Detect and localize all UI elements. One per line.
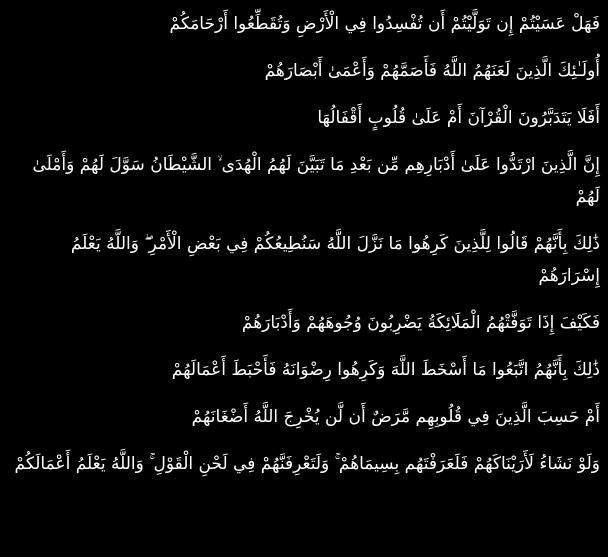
verse-line: إِنَّ الَّذِينَ ارْتَدُّوا عَلَىٰ أَدْبَارِهِم مِّن بَعْدِ مَا تَبَيَّنَ لَهُمُ الْهُدَى ۙ الشَّيْطَانُ سَوَّلَ لَهُمْ وَأَمْلَىٰ لَهُمْ — [32, 155, 600, 207]
verse-line: فَهَلْ عَسَيْتُمْ إِن تَوَلَّيْتُمْ أَن تُفْسِدُوا فِي الْأَرْضِ وَتُقَطِّعُوا أَرْحَامَكُمْ — [169, 14, 600, 34]
verse-line: وَلَوْ نَشَاءُ لَأَرَيْنَاكَهُمْ فَلَعَرَفْتَهُم بِسِيمَاهُمْ ۚ وَلَتَعْرِفَنَّهُمْ فِي لَحْنِ الْقَوْلِ ۚ وَاللَّهُ يَعْلَمُ أَعْمَالَكُمْ — [14, 454, 600, 474]
verse-line: فَكَيْفَ إِذَا تَوَفَّتْهُمُ الْمَلَائِكَةُ يَضْرِبُونَ وُجُوهَهُمْ وَأَدْبَارَهُمْ — [241, 313, 600, 333]
verse-line: ذَٰلِكَ بِأَنَّهُمْ قَالُوا لِلَّذِينَ كَرِهُوا مَا نَزَّلَ اللَّهُ سَنُطِيعُكُمْ فِي بَعْضِ الْأَمْرِ ۖ وَاللَّهُ يَعْلَمُ إِسْرَارَهُمْ — [70, 234, 600, 286]
verse-line: أُولَـٰئِكَ الَّذِينَ لَعَنَهُمُ اللَّهُ فَأَصَمَّهُمْ وَأَعْمَىٰ أَبْصَارَهُمْ — [264, 61, 600, 81]
verse-line: ذَٰلِكَ بِأَنَّهُمُ اتَّبَعُوا مَا أَسْخَطَ اللَّهَ وَكَرِهُوا رِضْوَانَهُ فَأَحْبَطَ أَعْمَالَهُمْ — [171, 360, 600, 380]
verse-line: أَفَلَا يَتَدَبَّرُونَ الْقُرْآنَ أَمْ عَلَىٰ قُلُوبٍ أَقْفَالُهَا — [317, 108, 600, 128]
verse-line: أَمْ حَسِبَ الَّذِينَ فِي قُلُوبِهِم مَّرَضٌ أَن لَّن يُخْرِجَ اللَّهُ أَضْغَانَهُمْ — [191, 407, 600, 427]
